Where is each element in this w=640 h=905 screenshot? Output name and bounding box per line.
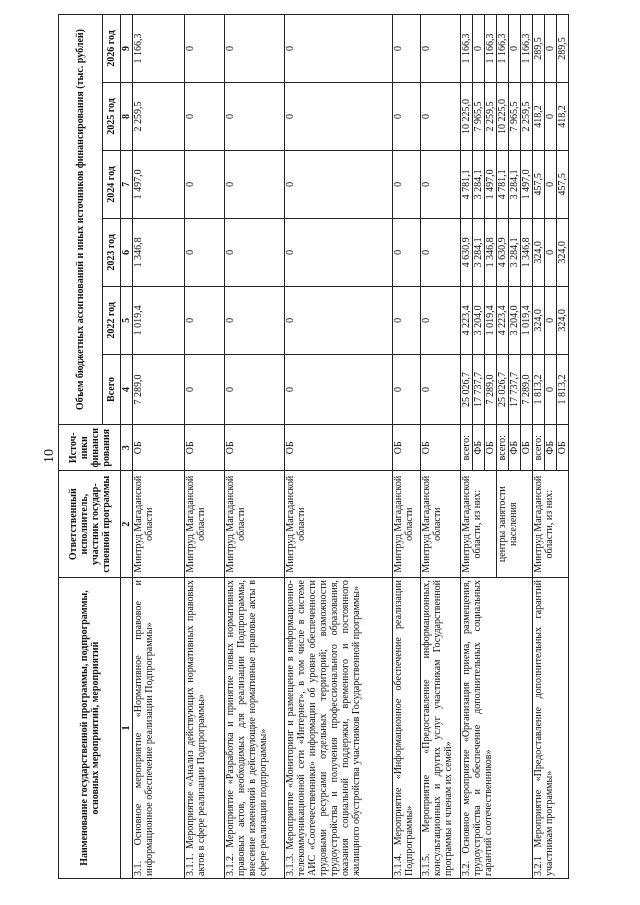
column-number: 3 <box>121 425 133 471</box>
activity-name: 3.1.1. Мероприятие «Анализ действующих нормативных правовых актов в сфере реализации Подпрограммы» <box>185 578 225 879</box>
value-2025: 0 <box>285 82 393 150</box>
table-row <box>185 15 225 879</box>
value-2023: 3 284,1 <box>473 218 485 286</box>
value-2023: 4 630,9 <box>461 218 473 286</box>
executor: Минтруд Магаданской области <box>393 471 421 578</box>
value-2024: 457,5 <box>533 150 545 218</box>
funding-source: ФБ <box>509 425 521 471</box>
value-2025: 0 <box>185 82 225 150</box>
value-2025: 2 259,5 <box>521 82 533 150</box>
funding-source: ФБ <box>473 425 485 471</box>
table-row <box>133 15 185 879</box>
table-row <box>285 15 393 879</box>
value-2024: 0 <box>285 150 393 218</box>
column-number: 9 <box>121 15 133 83</box>
value-2022: 3 204,0 <box>473 286 485 354</box>
activity-name: 3.1.4. Мероприятие «Информационное обеспечение реализации Подпрограммы» <box>393 578 421 879</box>
value-2025: 0 <box>545 82 557 150</box>
value-2026: 0 <box>225 15 285 83</box>
executor: Минтруд Магаданской области <box>285 471 393 578</box>
table-row <box>421 15 461 879</box>
value-total: 17 737,7 <box>473 354 485 424</box>
activity-name: 3.1.2. Мероприятие «Разработка и принятие новых нормативных правовых актов, необходимых для реализации Подпрограммы, внесение изменений в действующие нормативные правовые акты в сфере реализации подпрограммы» <box>225 578 285 879</box>
executor: Минтруд Магаданской области, из них: <box>533 471 569 578</box>
header-name: Наименование государственной программы, подпрограммы, основных мероприятий, мероприятий <box>59 578 121 879</box>
value-2025: 2 259,5 <box>133 82 185 150</box>
value-2026: 1 166,3 <box>461 15 473 83</box>
value-2023: 0 <box>185 218 225 286</box>
header-year-2024: 2024 год <box>103 150 121 218</box>
column-number: 1 <box>121 578 133 879</box>
value-2023: 3 284,1 <box>509 218 521 286</box>
funding-source: ОБ <box>393 425 421 471</box>
value-2024: 4 781,1 <box>461 150 473 218</box>
executor: Минтруд Магаданской области <box>421 471 461 578</box>
value-total: 7 289,0 <box>133 354 185 424</box>
value-total: 17 737,7 <box>509 354 521 424</box>
header-year-2026: 2026 год <box>103 15 121 83</box>
value-2022: 4 223,4 <box>461 286 473 354</box>
column-number: 6 <box>121 218 133 286</box>
value-2022: 1 019,4 <box>485 286 497 354</box>
funding-source: ОБ <box>521 425 533 471</box>
funding-source: ОБ <box>285 425 393 471</box>
value-2025: 0 <box>421 82 461 150</box>
value-2026: 289,5 <box>533 15 545 83</box>
value-2024: 4 781,1 <box>497 150 509 218</box>
header-funding-group: Объем бюджетных ассигнований и иных источников финансирования (тыс. рублей) <box>59 15 103 425</box>
value-2023: 1 346,8 <box>485 218 497 286</box>
value-2022: 0 <box>545 286 557 354</box>
rotated-table-wrapper <box>58 14 578 879</box>
activity-name: 3.1. Основное мероприятие «Нормативное правовое и информационное обеспечение реализации Подпрограммы» <box>133 578 185 879</box>
value-2022: 1 019,4 <box>133 286 185 354</box>
value-2025: 2 259,5 <box>485 82 497 150</box>
funding-source: ОБ <box>133 425 185 471</box>
value-2024: 0 <box>545 150 557 218</box>
value-total: 25 026,7 <box>497 354 509 424</box>
column-number: 7 <box>121 150 133 218</box>
funding-source: ОБ <box>421 425 461 471</box>
value-2023: 0 <box>393 218 421 286</box>
value-total: 1 813,2 <box>557 354 569 424</box>
header-year-2025: 2025 год <box>103 82 121 150</box>
header-executor: Ответственный исполнитель, участник государ-ственной программы <box>59 471 121 578</box>
value-2024: 1 497,0 <box>485 150 497 218</box>
executor-employment-centers: центры занятости населения <box>497 471 533 578</box>
value-2025: 7 965,5 <box>473 82 485 150</box>
value-2025: 7 965,5 <box>509 82 521 150</box>
funding-source: всего: <box>461 425 473 471</box>
value-2022: 3 204,0 <box>509 286 521 354</box>
page-number: 10 <box>42 449 57 463</box>
header-year-2023: 2023 год <box>103 218 121 286</box>
value-total: 0 <box>185 354 225 424</box>
executor: Минтруд Магаданской области, из них: <box>461 471 497 578</box>
value-2026: 1 166,3 <box>133 15 185 83</box>
value-2026: 0 <box>285 15 393 83</box>
value-2022: 4 223,4 <box>497 286 509 354</box>
value-2025: 0 <box>393 82 421 150</box>
value-2023: 0 <box>545 218 557 286</box>
value-total: 7 289,0 <box>521 354 533 424</box>
value-2026: 289,5 <box>557 15 569 83</box>
table-row <box>393 15 421 879</box>
value-2024: 0 <box>393 150 421 218</box>
value-2023: 0 <box>285 218 393 286</box>
value-total: 7 289,0 <box>485 354 497 424</box>
value-2026: 1 166,3 <box>485 15 497 83</box>
value-2026: 0 <box>545 15 557 83</box>
executor: Минтруд Магаданской области <box>225 471 285 578</box>
column-number: 2 <box>121 471 133 578</box>
value-2024: 0 <box>421 150 461 218</box>
funding-source: ФБ <box>545 425 557 471</box>
value-2023: 0 <box>421 218 461 286</box>
budget-table <box>58 14 569 879</box>
value-2024: 0 <box>225 150 285 218</box>
funding-source: всего: <box>497 425 509 471</box>
value-2022: 0 <box>393 286 421 354</box>
activity-name: 3.1.5. Мероприятие «Предоставление информационных, консультационных и других услуг участникам Государственной программы и членам их семей» <box>421 578 461 879</box>
value-2024: 3 284,1 <box>473 150 485 218</box>
activity-name: 3.1.3. Мероприятие «Мониторинг и размещение в информационно-телекоммуникационной сети «Интернет», в том числе в системе АИС «Соотечественники» информации об уровне обеспеченности трудовыми ресурсами отдельных территорий; возможности трудоустройства и получения профессионального образования, оказания социальной поддержки, временного и постоянного жилищного обустройства участников Государственной программы» <box>285 578 393 879</box>
value-2024: 1 497,0 <box>521 150 533 218</box>
value-total: 0 <box>225 354 285 424</box>
value-total: 0 <box>421 354 461 424</box>
funding-source: всего: <box>533 425 545 471</box>
value-2023: 1 346,8 <box>133 218 185 286</box>
value-2022: 0 <box>225 286 285 354</box>
column-number: 8 <box>121 82 133 150</box>
value-2023: 0 <box>225 218 285 286</box>
funding-source: ОБ <box>557 425 569 471</box>
value-total: 1 813,2 <box>533 354 545 424</box>
value-2024: 1 497,0 <box>133 150 185 218</box>
value-2026: 0 <box>473 15 485 83</box>
table-row <box>461 15 473 879</box>
value-2023: 324,0 <box>557 218 569 286</box>
value-2025: 10 225,0 <box>461 82 473 150</box>
value-2023: 4 630,9 <box>497 218 509 286</box>
value-2024: 0 <box>185 150 225 218</box>
value-2024: 457,5 <box>557 150 569 218</box>
value-2026: 1 166,3 <box>521 15 533 83</box>
value-2026: 0 <box>393 15 421 83</box>
value-2022: 0 <box>421 286 461 354</box>
value-2022: 324,0 <box>533 286 545 354</box>
value-2022: 0 <box>285 286 393 354</box>
value-2025: 418,2 <box>533 82 545 150</box>
value-2026: 0 <box>509 15 521 83</box>
executor: Минтруд Магаданской области <box>185 471 225 578</box>
column-number: 4 <box>121 354 133 424</box>
column-number: 5 <box>121 286 133 354</box>
header-year-2022: 2022 год <box>103 286 121 354</box>
value-total: 0 <box>545 354 557 424</box>
activity-name: 3.2. Основное мероприятие «Организация приема, размещения, трудоустройства и обеспечение дополнительных социальных гарантий соотечественников» <box>461 578 533 879</box>
value-2025: 0 <box>225 82 285 150</box>
value-total: 0 <box>285 354 393 424</box>
value-2025: 418,2 <box>557 82 569 150</box>
funding-source: ОБ <box>225 425 285 471</box>
value-2024: 3 284,1 <box>509 150 521 218</box>
funding-source: ОБ <box>185 425 225 471</box>
value-2022: 0 <box>185 286 225 354</box>
value-total: 25 026,7 <box>461 354 473 424</box>
value-2023: 324,0 <box>533 218 545 286</box>
value-2023: 1 346,8 <box>521 218 533 286</box>
value-2025: 10 225,0 <box>497 82 509 150</box>
value-2026: 0 <box>185 15 225 83</box>
value-2022: 1 019,4 <box>521 286 533 354</box>
executor: Минтруд Магаданской области <box>133 471 185 578</box>
header-total: Всего <box>103 354 121 424</box>
value-2026: 1 166,3 <box>497 15 509 83</box>
table-row <box>225 15 285 879</box>
activity-name: 3.2.1 Мероприятие «Предоставление дополнительных гарантий участникам программы» <box>533 578 569 879</box>
value-2022: 324,0 <box>557 286 569 354</box>
value-2026: 0 <box>421 15 461 83</box>
header-source: Источ-ники финанси рования <box>59 425 121 471</box>
value-total: 0 <box>393 354 421 424</box>
funding-source: ОБ <box>485 425 497 471</box>
table-row <box>533 15 545 879</box>
